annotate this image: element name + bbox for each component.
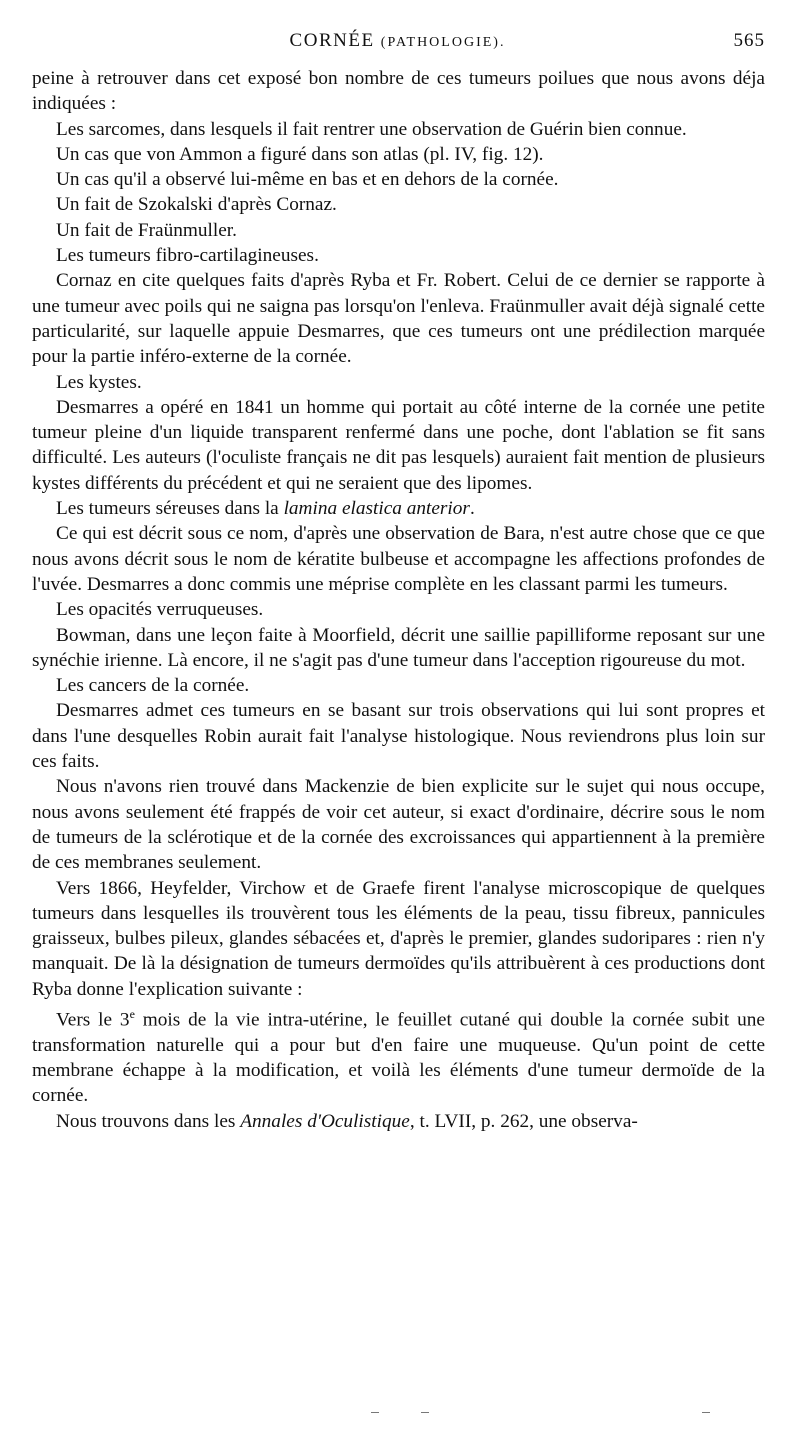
italic-title: lamina elastica anterior <box>283 498 470 520</box>
paragraph: Desmarres a opéré en 1841 un homme qui portait au côté interne de la cornée une petite tumeur pleine d'un liquide transparent renfermé dans une poche, dont l'ablation se fit sans difficulté. Les auteurs (l'oculiste français ne dit pas lesquels) auraient fait mention de plusieurs kystes différents du précédent et qui ne seraient que des lipomes. <box>32 396 765 494</box>
body-text <box>32 66 765 1134</box>
paragraph <box>32 496 765 521</box>
paragraph: Vers 1866, Heyfelder, Virchow et de Graefe firent l'analyse microscopique de quelques tumeurs dans lesquelles ils trouvèrent tous les éléments de la peau, tissu fibreux, pannicules graisseux, bulbes pileux, glandes sébacées et, d'après le premier, glandes sudoripares : rien n'y manquait. De là la désignation de tumeurs dermoïdes qu'ils attribuèrent à ces productions dont Ryba donne l'explication suivante : <box>32 877 765 1000</box>
paragraph: Les kystes. <box>56 371 142 393</box>
ordinal-suffix: e <box>129 1006 135 1021</box>
paragraph <box>32 1002 765 1109</box>
scan-marks <box>0 1412 800 1422</box>
paragraph: Les opacités verruqueuses. <box>56 599 264 621</box>
paragraph-text: Vers le 3 <box>56 1009 130 1031</box>
paragraph: Desmarres admet ces tumeurs en se basant sur trois observations qui lui sont propres et dans l'une desquelles Robin aurait fait l'analyse histologique. Nous reviendrons plus loin sur ces faits. <box>32 700 765 773</box>
page-header <box>30 30 765 60</box>
paragraph: Cornaz en cite quelques faits d'après Ryba et Fr. Robert. Celui de ce dernier se rapporte à une tumeur avec poils qui ne saigna pas lorsqu'on l'enleva. Fraünmuller avait déjà signalé cette particularité, sur laquelle appuie Desmarres, que ces tumeurs ont une prédilection marquée pour la partie inféro-externe de la cornée. <box>32 270 765 368</box>
paragraph: Un fait de Fraünmuller. <box>56 219 237 241</box>
italic-title: Annales d'Oculistique <box>240 1110 410 1132</box>
page-number: 565 <box>733 30 765 51</box>
paragraph: Les sarcomes, dans lesquels il fait rentrer une observation de Guérin bien connue. <box>56 118 687 140</box>
paragraph: Un cas que von Ammon a figuré dans son atlas (pl. IV, fig. 12). <box>56 143 544 165</box>
paragraph: Les cancers de la cornée. <box>56 675 250 697</box>
running-title-main: CORNÉE <box>289 30 375 51</box>
paragraph: Les tumeurs fibro-cartilagineuses. <box>56 245 319 267</box>
paragraph: Un cas qu'il a observé lui-même en bas et en dehors de la cornée. <box>56 169 559 191</box>
paragraph-text: Nous trouvons dans les <box>56 1110 241 1132</box>
paragraph-text: . <box>469 498 475 520</box>
running-title-sub: (PATHOLOGIE). <box>380 35 506 50</box>
paragraph-text: Les tumeurs séreuses dans la <box>56 498 284 520</box>
paragraph-text: mois de la vie intra-utérine, le feuillet cutané qui double la cornée subit une transformation naturelle qui a pour but d'en faire une muqueuse. Qu'un point de cette membrane échappe à la modification, et voilà les éléments d'une tumeur dermoïde de la cornée. <box>32 1009 765 1107</box>
paragraph-text: , t. LVII, p. 262, une observa- <box>409 1110 638 1132</box>
paragraph: Un fait de Szokalski d'après Cornaz. <box>56 194 337 216</box>
paragraph: peine à retrouver dans cet exposé bon nombre de ces tumeurs poilues que nous avons déja indiquées : <box>32 68 765 115</box>
running-title <box>30 30 765 52</box>
paragraph: Nous n'avons rien trouvé dans Mackenzie de bien explicite sur le sujet qui nous occupe, nous avons seulement été frappés de voir cet auteur, si exact d'ordinaire, décrire sous le nom de tumeurs de la sclérotique et de la cornée des excroissances qui appartiennent à la première de ces membranes seulement. <box>32 776 765 874</box>
paragraph: Ce qui est décrit sous ce nom, d'après une observation de Bara, n'est autre chose que ce que nous avons décrit sous le nom de kératite bulbeuse et accompagne les affections profondes de l'uvée. Desmarres a donc commis une méprise complète en les classant parmi les tumeurs. <box>32 523 765 595</box>
paragraph: Bowman, dans une leçon faite à Moorfield, décrit une saillie papilliforme reposant sur une synéchie irienne. Là encore, il ne s'agit pas d'une tumeur dans l'acception rigoureuse du mot. <box>32 624 765 671</box>
paragraph <box>32 1109 765 1134</box>
